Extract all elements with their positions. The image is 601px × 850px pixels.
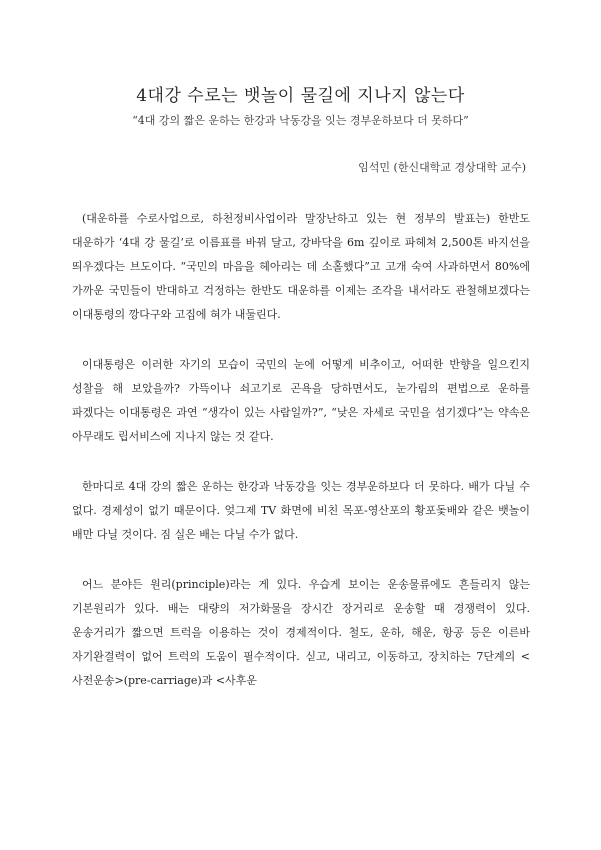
document-body xyxy=(72,207,530,693)
paragraph-3: 한마디로 4대 강의 짧은 운하는 한강과 낙동강을 잇는 경부운하보다 더 못하다. 배가 다닐 수 없다. 경제성이 없기 때문이다. 엊그제 TV 화면에 비친 목포-영산포의 황포돛배와 같은 뱃놀이 배만 다닐 것이다. 짐 실은 배는 다닐 수가 없다. xyxy=(72,480,530,541)
paragraph-4: 어느 분야든 원리(principle)라는 게 있다. 우습게 보이는 운송물류에도 흔들리지 않는 기본원리가 있다. 배는 대량의 저가화물을 장시간 장거리로 운송할 때 경쟁력이 있다. 운송거리가 짧으면 트럭을 이용하는 것이 경제적이다. 철도, 운하, 해운, 항공 등은 이른바 자기완결력이 없어 트럭의 도움이 필수적이다. 싣고, 내리고, 이동하고, 장치하는 7단계의 <사전운송>(pre-carriage)과 <사후운 xyxy=(72,578,530,687)
paragraph-1: (대운하를 수로사업으로, 하천정비사업이라 말장난하고 있는 현 정부의 발표는) 한반도 대운하가 ‘4대 강 물길’로 이름표를 바꿔 달고, 강바닥을 6m 깊이로 파헤쳐 2,500톤 바지선을 띄우겠다는 브도이다. “국민의 마음을 헤아리는 데 소홀했다”고 고개 숙여 사과하면서 80%에 가까운 국민들이 반대하고 걱정하는 한반도 대운하를 이제는 조각을 내서라도 관철해보겠다는 이대통령의 깡다구와 고집에 혀가 내둘린다. xyxy=(72,212,530,321)
document-title: 4대강 수로는 뱃놀이 물길에 지나지 않는다 xyxy=(136,86,465,106)
document-subtitle: “4대 강의 짧은 운하는 한강과 낙동강을 잇는 경부운하보다 더 못하다” xyxy=(132,114,469,127)
paragraph-2: 이대통령은 이러한 자기의 모습이 국민의 눈에 어떻게 비추이고, 어떠한 반향을 일으킨지 성찰을 해 보았을까? 가뜩이나 쇠고기로 곤욕을 당하면서도, 눈가림의 편법으로 운하를 파겠다는 이대통령은 과연 “생각이 있는 사람일까?”, “낮은 자세로 국민을 섬기겠다”는 약속은 아무래도 립서비스에 지나지 않는 것 같다. xyxy=(72,358,530,443)
author-line: 임석민 (한신대학교 경상대학 교수) xyxy=(358,161,526,174)
